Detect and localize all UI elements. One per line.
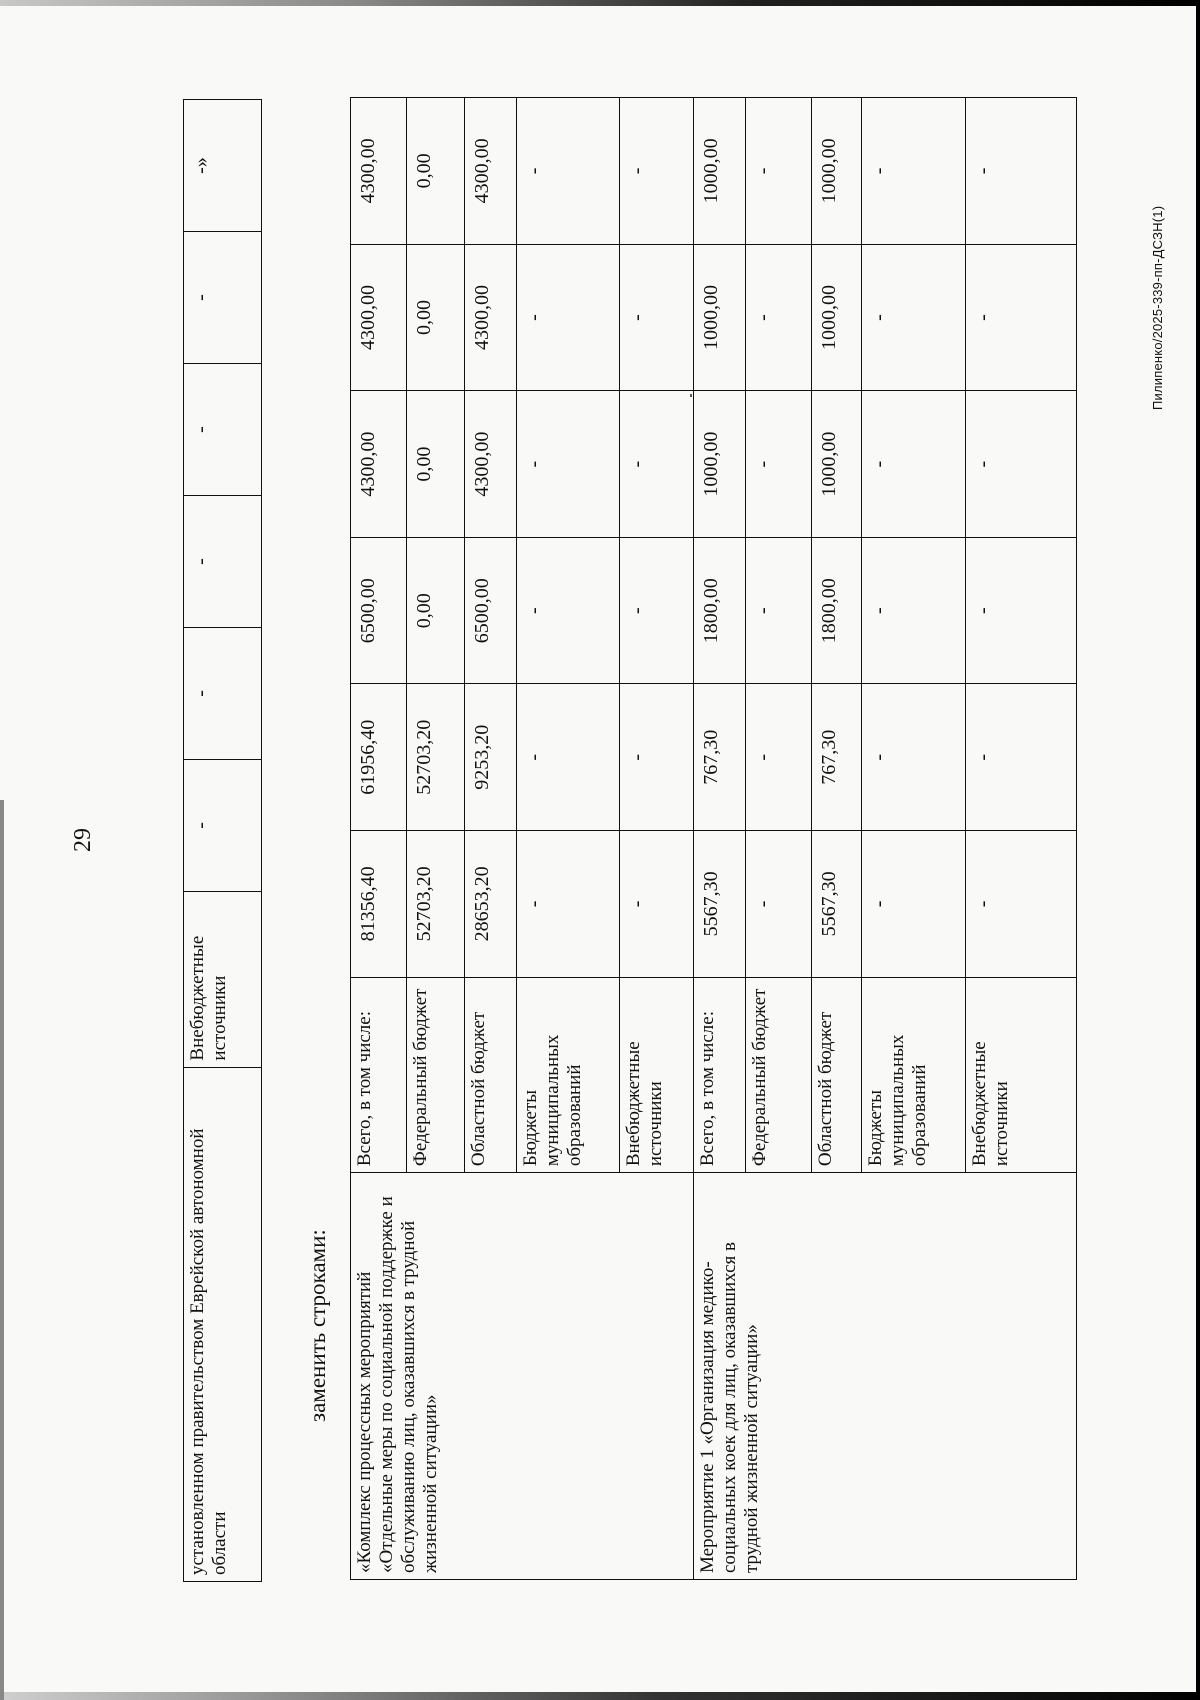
value-cell: 4300,00 [465,391,517,538]
value-cell: - [966,684,1077,831]
value-cell: 4300,00 [351,98,407,245]
value-cell: - [746,684,812,831]
value-cell: - [184,627,262,759]
value-cell: 1800,00 [694,537,746,684]
replace-instruction: заменить строками: [305,1229,330,1422]
value-cell: 52703,20 [407,684,465,831]
value-cell: - [862,244,966,391]
value-cell: - [620,831,694,978]
value-cell: - [620,537,694,684]
value-cell: 1000,00 [694,244,746,391]
value-cell: 767,30 [694,684,746,831]
value-cell: - [620,391,694,538]
value-cell: - [517,684,620,831]
value-cell: - [862,391,966,538]
value-cell: - [184,232,262,364]
value-cell: - [620,684,694,831]
value-cell: - [184,759,262,891]
value-cell: - [746,244,812,391]
value-cell: 0,00 [407,98,465,245]
value-cell: 767,30 [812,684,862,831]
value-cell: 0,00 [407,537,465,684]
row-label: Областной бюджет [812,977,862,1172]
value-cell: 9253,20 [465,684,517,831]
value-cell: 6500,00 [351,537,407,684]
value-cell: 5567,30 [812,831,862,978]
value-cell: 1000,00 [812,98,862,245]
value-cell: - [966,831,1077,978]
value-cell: - [966,391,1077,538]
value-cell: - [517,391,620,538]
value-cell: 5567,30 [694,831,746,978]
value-cell: 1000,00 [812,244,862,391]
continued-table-fragment [183,99,262,1582]
row-label: Федеральный бюджет [407,977,465,1172]
value-cell: - [862,831,966,978]
value-cell: - [862,98,966,245]
value-cell: - [184,364,262,496]
value-cell: - [966,244,1077,391]
value-cell: 0,00 [407,244,465,391]
value-cell: - [862,684,966,831]
value-cell: 4300,00 [465,98,517,245]
value-cell: 61956,40 [351,684,407,831]
value-cell: - [746,831,812,978]
value-cell: - [620,98,694,245]
row-label: Всего, в том числе: [694,977,746,1172]
value-cell: - [517,98,620,245]
value-cell: 4300,00 [351,391,407,538]
value-cell: 0,00 [407,391,465,538]
value-cell: - [966,98,1077,245]
table-row [694,98,746,1580]
value-cell: 1800,00 [812,537,862,684]
name-cell: установленном правительством Еврейской автономной области [184,1067,262,1581]
value-cell: - [746,537,812,684]
scan-speck [690,394,692,397]
row-label: Внебюджетные источники [966,977,1077,1172]
row-label: Бюджеты муниципальных образований [517,977,620,1172]
table-row [351,98,407,1580]
value-cell: 1000,00 [812,391,862,538]
value-cell: - [517,831,620,978]
document-footer-code: Пилипенко/2025-339-пп-ДСЗН(1) [1150,205,1165,410]
value-cell: 81356,40 [351,831,407,978]
value-cell: - [517,244,620,391]
value-cell: 52703,20 [407,831,465,978]
activity-title-cell: Мероприятие 1 «Организация медико-социальных коек для лиц, оказавшихся в трудной жизненной ситуации» [694,1173,1077,1580]
page-number: 29 [70,828,96,852]
value-cell: - [746,391,812,538]
value-cell: 1000,00 [694,391,746,538]
value-cell: - [184,495,262,627]
value-cell: 4300,00 [351,244,407,391]
row-label: Всего, в том числе: [351,977,407,1172]
value-cell: - [517,537,620,684]
funding-table [350,97,1077,1580]
row-label: Внебюджетные источники [620,977,694,1172]
row-label: Бюджеты муниципальных образований [862,977,966,1172]
table-row [184,100,262,1582]
value-cell: 1000,00 [694,98,746,245]
program-title-cell: «Комплекс процессных мероприятий «Отдельные меры по социальной поддержке и обслуживанию лиц, оказавшихся в трудной жизненной ситуации» [351,1173,694,1580]
value-cell: - [966,537,1077,684]
row-label: Федеральный бюджет [746,977,812,1172]
value-cell: 4300,00 [465,244,517,391]
row-label: Областной бюджет [465,977,517,1172]
value-cell: -» [184,100,262,232]
value-cell: 6500,00 [465,537,517,684]
value-cell: - [862,537,966,684]
value-cell: - [620,244,694,391]
value-cell: - [746,98,812,245]
value-cell: 28653,20 [465,831,517,978]
source-cell: Внебюджетные источники [184,891,262,1067]
